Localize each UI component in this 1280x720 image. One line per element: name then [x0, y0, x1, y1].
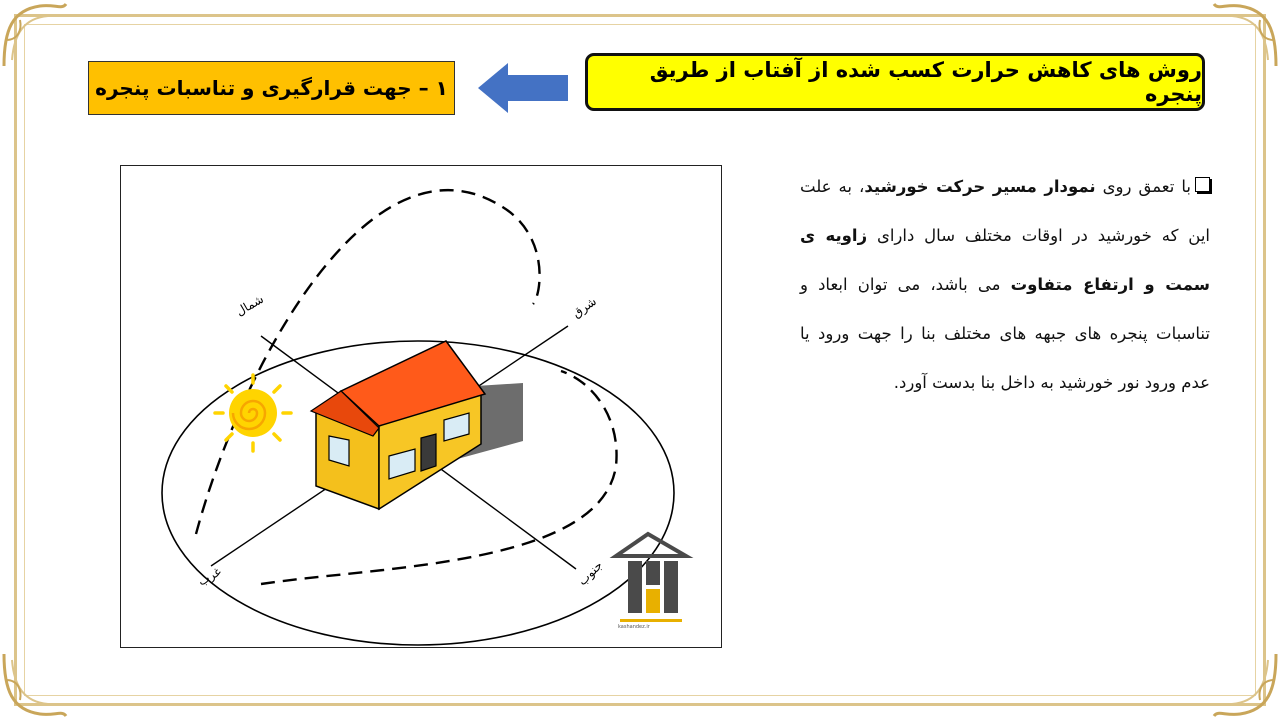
- logo-caption: kashandez.ir: [618, 624, 650, 630]
- house-icon: [311, 341, 485, 509]
- body-text-bold: زاویه ی سمت و ارتفاع متفاوت: [800, 226, 1210, 294]
- corner-ornament-icon: [0, 650, 70, 720]
- checkbox-bullet-icon: [1195, 177, 1210, 192]
- body-text-part: با تعمق روی: [1095, 177, 1191, 196]
- east-label: شرق: [569, 294, 600, 321]
- sun-path-diagram: [120, 165, 722, 648]
- slide-title: روش های کاهش حرارت کسب شده از آفتاب از طریق پنجره: [585, 53, 1205, 111]
- left-arrow-icon: [478, 63, 570, 113]
- body-paragraph: [800, 162, 1210, 407]
- section-heading: ۱ – جهت قرارگیری و تناسبات پنجره: [88, 61, 455, 115]
- corner-ornament-icon: [1210, 650, 1280, 720]
- corner-ornament-icon: [1210, 0, 1280, 70]
- body-text-bold: نمودار مسیر حرکت خورشید: [864, 177, 1096, 196]
- west-label: غرب: [195, 564, 224, 589]
- body-text-part: می باشد، می توان ابعاد و تناسبات پنجره های جبهه های مختلف بنا را جهت ورود یا عدم ورود نور خورشید به داخل بنا بدست آورد.: [800, 275, 1210, 392]
- north-label: شمال: [233, 291, 266, 319]
- body-text-part: ، به علت این که خورشید در اوقات مختلف سال دارای: [800, 177, 1211, 245]
- south-label: جنوب: [575, 558, 606, 589]
- corner-ornament-icon: [0, 0, 70, 70]
- sun-icon: [215, 375, 291, 451]
